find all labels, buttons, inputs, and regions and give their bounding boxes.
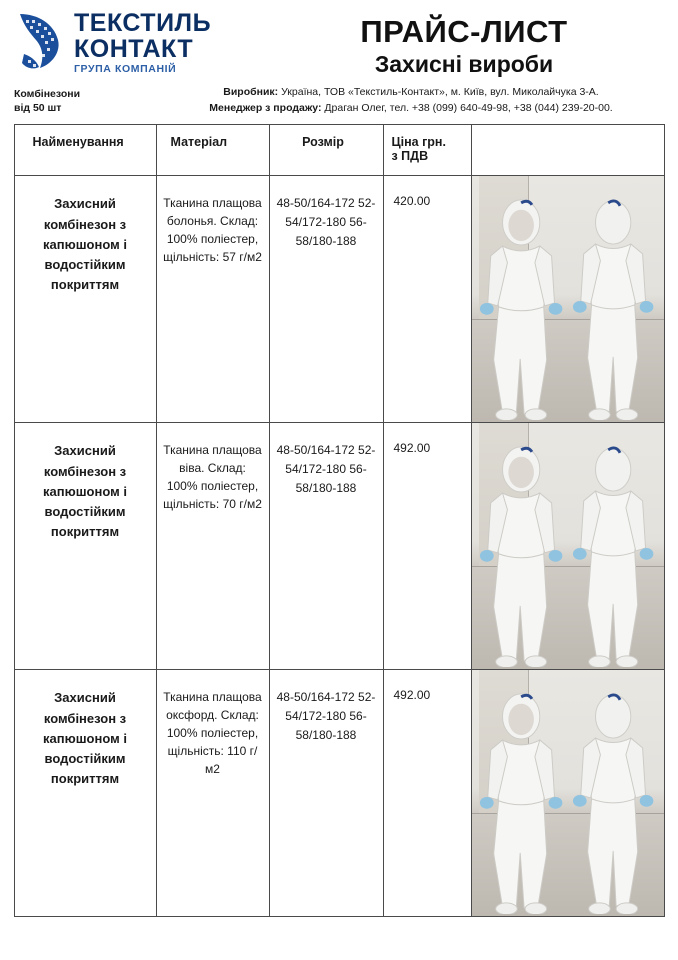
table-row xyxy=(14,670,664,917)
stylized-letter-k-logo-icon xyxy=(14,10,68,76)
product-name: Захисний комбінезон з капюшоном і водостійким покриттям xyxy=(14,670,156,917)
column-header-price-line-2: з ПДВ xyxy=(391,149,429,164)
bottom-spacer xyxy=(0,917,678,925)
coverall-back-view xyxy=(569,195,657,421)
coverall-back-view xyxy=(569,689,657,915)
manufacturer-label: Виробник: xyxy=(223,85,279,98)
coverall-front-view xyxy=(477,195,565,421)
manager-label: Менеджер з продажу: xyxy=(209,101,322,114)
page-title-block xyxy=(264,10,664,77)
table-row xyxy=(14,423,664,670)
product-price: 420.00 xyxy=(383,176,471,423)
column-header-price-line-1: Ціна грн. xyxy=(391,135,446,150)
manager-value: Драган Олег, тел. +38 (099) 640-49-98, +38 (044) 239-20-00. xyxy=(324,101,613,114)
product-photo-cell xyxy=(471,176,664,423)
product-price: 492.00 xyxy=(383,423,471,670)
logo-line-2: КОНТАКТ xyxy=(74,34,194,63)
company-logo xyxy=(14,10,264,76)
price-table xyxy=(14,124,665,917)
page-subtitle: Захисні вироби xyxy=(374,50,554,77)
order-note xyxy=(14,85,164,115)
table-row xyxy=(14,176,664,423)
product-material: Тканина плащова оксфорд. Склад: 100% поліестер, щільність: 110 г/м2 xyxy=(156,670,269,917)
price-table-header xyxy=(14,125,664,176)
info-row xyxy=(0,81,678,125)
document-header xyxy=(0,0,678,81)
product-name: Захисний комбінезон з капюшоном і водостійким покриттям xyxy=(14,176,156,423)
page-title: ПРАЙС-ЛИСТ xyxy=(360,14,568,49)
coverall-front-view xyxy=(477,689,565,915)
product-material: Тканина плащова болонья. Склад: 100% поліестер, щільність: 57 г/м2 xyxy=(156,176,269,423)
product-name: Захисний комбінезон з капюшоном і водостійким покриттям xyxy=(14,423,156,670)
coverall-back-view xyxy=(569,442,657,668)
logo-subtitle: ГРУПА КОМПАНІЙ xyxy=(74,63,177,76)
column-header-material: Матеріал xyxy=(156,125,269,176)
order-note-line-1: Комбінезони xyxy=(14,87,81,100)
contacts-block xyxy=(164,85,664,117)
column-header-price xyxy=(383,125,471,176)
table-header-row xyxy=(14,125,664,176)
price-table-body xyxy=(14,176,664,917)
product-photo-cell xyxy=(471,423,664,670)
manufacturer-line xyxy=(164,85,658,101)
manager-line xyxy=(164,101,658,117)
order-note-line-2: від 50 шт xyxy=(14,102,62,115)
company-logo-text xyxy=(68,11,211,75)
protective-coverall-photo xyxy=(472,670,664,916)
logo-line-1: ТЕКСТИЛЬ xyxy=(74,9,212,38)
protective-coverall-photo xyxy=(472,176,664,422)
manufacturer-value: Україна, ТОВ «Текстиль-Контакт», м. Київ, вул. Миколайчука 3-А. xyxy=(281,85,599,98)
protective-coverall-photo xyxy=(472,423,664,669)
product-material: Тканина плащова віва. Склад: 100% поліестер, щільність: 70 г/м2 xyxy=(156,423,269,670)
coverall-front-view xyxy=(477,442,565,668)
column-header-photo xyxy=(471,125,664,176)
product-photo-cell xyxy=(471,670,664,917)
column-header-size: Розмір xyxy=(269,125,383,176)
product-size: 48-50/164-172 52-54/172-180 56-58/180-188 xyxy=(269,670,383,917)
product-size: 48-50/164-172 52-54/172-180 56-58/180-188 xyxy=(269,176,383,423)
product-size: 48-50/164-172 52-54/172-180 56-58/180-188 xyxy=(269,423,383,670)
column-header-name: Найменування xyxy=(14,125,156,176)
product-price: 492.00 xyxy=(383,670,471,917)
